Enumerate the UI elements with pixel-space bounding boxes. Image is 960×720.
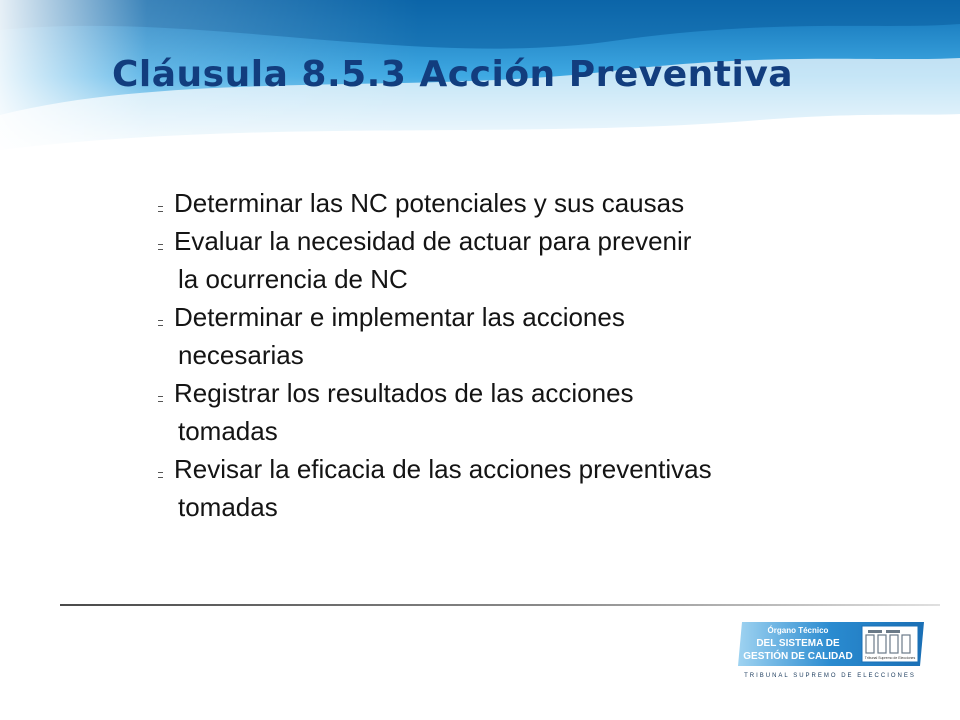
bullet-marker-icon — [158, 244, 163, 250]
bullet-item — [158, 184, 878, 222]
bullet-text: Determinar las NC potenciales y sus causas — [174, 188, 685, 218]
bullet-text-continuation: tomadas — [178, 416, 278, 446]
slide-title: Cláusula 8.5.3 Acción Preventiva — [112, 54, 794, 95]
bullet-text: Registrar los resultados de las acciones — [174, 378, 634, 408]
bullet-item — [158, 298, 878, 374]
bullet-list — [158, 184, 878, 526]
quality-system-logo — [736, 618, 926, 682]
bullet-item — [158, 222, 878, 298]
logo-line-1: Órgano Técnico — [767, 626, 829, 635]
bullet-text-continuation: necesarias — [178, 340, 304, 370]
logo-building-caption: Tribunal Supremo de Elecciones — [864, 656, 916, 660]
horizontal-divider — [60, 604, 940, 606]
bullet-text: Determinar e implementar las acciones — [174, 302, 625, 332]
bullet-text-continuation: la ocurrencia de NC — [178, 264, 408, 294]
bullet-marker-icon — [158, 396, 163, 402]
logo-line-4: TRIBUNAL SUPREMO DE ELECCIONES — [744, 673, 916, 679]
bullet-item — [158, 374, 878, 450]
bullet-text: Evaluar la necesidad de actuar para prevenir — [174, 226, 692, 256]
logo-line-2: DEL SISTEMA DE — [756, 638, 840, 649]
bullet-item — [158, 450, 878, 526]
logo-line-3: GESTIÓN DE CALIDAD — [743, 651, 853, 662]
bullet-text-continuation: tomadas — [178, 492, 278, 522]
bullet-marker-icon — [158, 320, 163, 326]
bullet-marker-icon — [158, 206, 163, 212]
bullet-marker-icon — [158, 472, 163, 478]
bullet-text: Revisar la eficacia de las acciones preventivas — [174, 454, 712, 484]
